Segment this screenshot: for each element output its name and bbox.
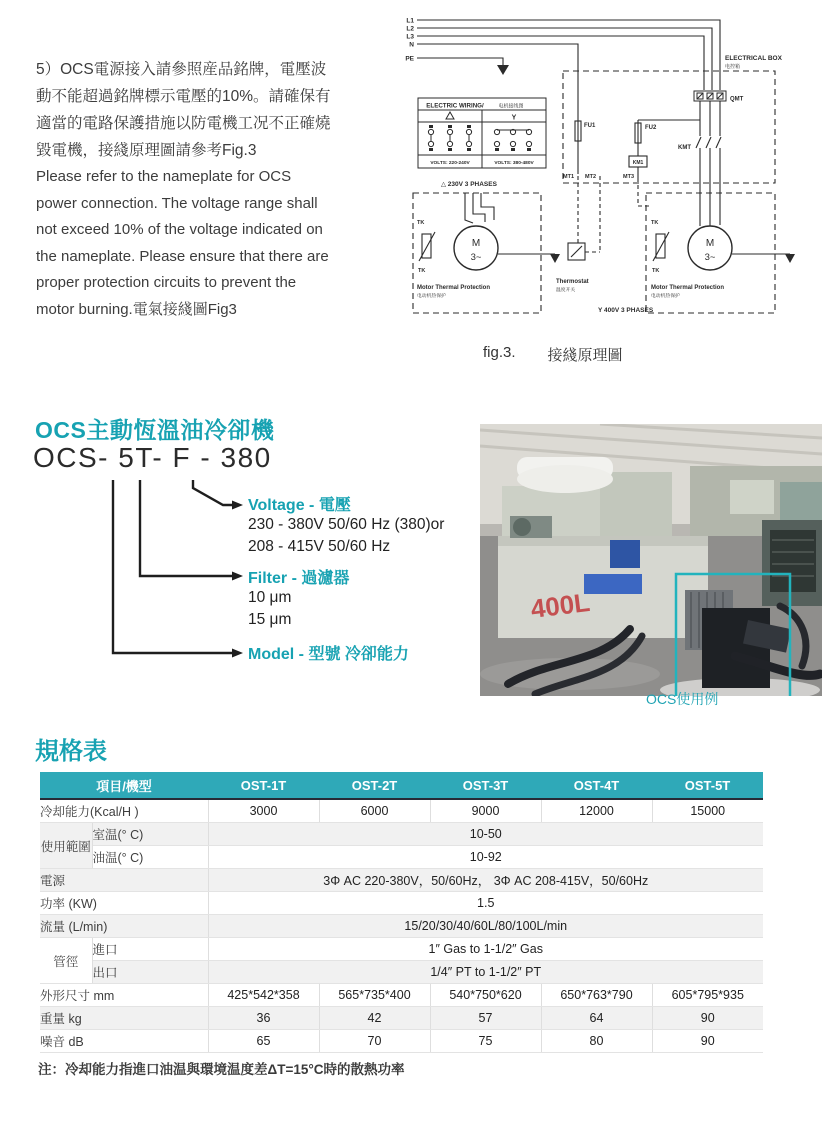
motor-m-label: M xyxy=(705,238,715,249)
table-row xyxy=(40,869,763,892)
filter-branch-label: Filter - 過濾器 xyxy=(248,570,350,587)
tk-label: TK xyxy=(418,268,426,274)
model-section-title: OCS主動恆溫油冷卻機 xyxy=(35,417,275,443)
mt1-label: MT1 xyxy=(563,174,574,180)
filter-branch-values xyxy=(248,587,291,630)
wiring-box-title-en: ELECTRIC WIRING/ xyxy=(426,102,484,110)
intro-zh-line: 5）OCS電源接入請參照産品銘牌，電壓波 xyxy=(36,61,327,78)
table-row xyxy=(40,1007,763,1030)
wiring-diagram-svg xyxy=(393,8,828,346)
spec-row-label: 功率 (KW) xyxy=(40,892,208,915)
intro-en-line: the nameplate. Please ensure that there are xyxy=(36,247,329,265)
qmt-label: QMT xyxy=(730,96,744,103)
intro-english xyxy=(36,164,398,323)
spec-row-label: 油温(° C) xyxy=(92,846,208,869)
spec-header-cell: 項目/機型 xyxy=(40,772,208,799)
arrow-icon xyxy=(232,501,243,510)
intro-en-line: power connection. The voltage range shall xyxy=(36,194,318,212)
spec-cell: 15000 xyxy=(652,799,763,823)
volts-wye: VOLTS: 380-480V xyxy=(494,161,534,166)
spec-group-label: 使用範圍 xyxy=(40,823,92,869)
application-photo-art xyxy=(480,424,822,696)
voltage-branch-values xyxy=(248,514,444,557)
control-dashed-lines xyxy=(578,176,651,252)
left-motor-block xyxy=(413,193,560,313)
spec-cell: 540*750*620 xyxy=(430,984,541,1007)
spec-cell: 75 xyxy=(430,1030,541,1053)
motor-thermal-protection-en: Motor Thermal Protection xyxy=(651,285,725,291)
supply-label: L3 xyxy=(406,33,414,41)
intro-en-line: proper protection circuits to prevent the xyxy=(36,274,297,291)
spec-cell: 3000 xyxy=(208,799,319,823)
spec-row-label: 流量 (L/min) xyxy=(40,915,208,938)
intro-paragraph xyxy=(36,56,398,323)
figure-title: 接綫原理圖 xyxy=(547,347,623,364)
intro-zh-line: 毀電機，接綫原理圖請參考Fig.3 xyxy=(36,142,257,159)
model-branch-label: Model - 型號 冷卻能力 xyxy=(248,646,409,663)
model-code: OCS- 5T- F - 380 xyxy=(33,442,272,473)
motor-phase-label: 3~ xyxy=(704,252,716,263)
delta-terminals-icon xyxy=(428,126,471,151)
mt2-label: MT2 xyxy=(585,174,596,180)
spec-header-cell: OST-1T xyxy=(208,772,319,799)
table-row xyxy=(40,938,763,961)
wye-note: Y 400V 3 PHASES xyxy=(598,307,654,314)
spec-row-label: 電源 xyxy=(40,869,208,892)
spec-cell: 90 xyxy=(652,1030,763,1053)
tk-label: TK xyxy=(652,268,660,274)
filter-option: 10 μm xyxy=(248,589,292,606)
table-row xyxy=(40,846,763,869)
spec-row-label: 進口 xyxy=(92,938,208,961)
table-row xyxy=(40,892,763,915)
spec-cell: 1″ Gas to 1-1/2″ Gas xyxy=(208,938,763,961)
electric-wiring-box xyxy=(418,98,546,168)
motor-thermal-protection-zh: 电动机热保护 xyxy=(651,294,680,299)
arrow-icon xyxy=(232,572,243,581)
fu1-label: FU1 xyxy=(584,123,596,129)
spec-row-label: 室温(° C) xyxy=(92,823,208,846)
spec-cell: 42 xyxy=(319,1007,430,1030)
fu1-fuse-icon xyxy=(575,121,581,174)
table-row xyxy=(40,984,763,1007)
km1-label: KM1 xyxy=(632,160,644,166)
wiring-diagram xyxy=(393,8,828,351)
spec-cell: 650*763*790 xyxy=(541,984,652,1007)
spec-cell: 10-50 xyxy=(208,823,763,846)
electrical-box-label-en: ELECTRICAL BOX xyxy=(725,55,782,62)
photo-caption: OCS使用例 xyxy=(646,691,719,707)
volts-delta: VOLTS: 220-240V xyxy=(430,161,470,166)
spec-cell: 64 xyxy=(541,1007,652,1030)
spec-cell: 80 xyxy=(541,1030,652,1053)
spec-cell: 90 xyxy=(652,1007,763,1030)
spec-cell: 565*735*400 xyxy=(319,984,430,1007)
supply-label: PE xyxy=(405,55,414,63)
tk-label: TK xyxy=(417,220,425,226)
wye-terminals-icon xyxy=(494,129,531,150)
spec-header-cell: OST-5T xyxy=(652,772,763,799)
table-row xyxy=(40,799,763,823)
figure-number: fig.3. xyxy=(483,344,516,361)
spec-cell: 12000 xyxy=(541,799,652,823)
motor-thermal-protection-zh: 电动机热保护 xyxy=(417,294,446,299)
table-row xyxy=(40,961,763,984)
spec-cell: 6000 xyxy=(319,799,430,823)
table-row xyxy=(40,823,763,846)
footnote: 注：冷却能力指進口油温與環境温度差ΔT=15°C時的散熱功率 xyxy=(38,1062,405,1077)
supply-label: N xyxy=(409,41,414,49)
spec-header-cell: OST-3T xyxy=(430,772,541,799)
spec-header-cell: OST-4T xyxy=(541,772,652,799)
spec-row-label: 冷却能力(Kcal/H ) xyxy=(40,799,208,823)
pe-ground-arrow-icon xyxy=(497,65,509,75)
spec-table xyxy=(40,772,763,1053)
spec-row-label: 出口 xyxy=(92,961,208,984)
voltage-branch-label: Voltage - 電壓 xyxy=(248,497,351,514)
spec-cell: 15/20/30/40/60L/80/100L/min xyxy=(208,915,763,938)
spec-cell: 36 xyxy=(208,1007,319,1030)
motor-thermal-protection-en: Motor Thermal Protection xyxy=(417,285,491,291)
supply-label: L1 xyxy=(406,17,414,25)
spec-group-label: 管徑 xyxy=(40,938,92,984)
spec-cell: 1/4″ PT to 1-1/2″ PT xyxy=(208,961,763,984)
spec-cell: 9000 xyxy=(430,799,541,823)
intro-zh-line: 動不能超過銘牌標示電壓的10%。請確保有 xyxy=(36,88,331,105)
spec-row-label: 外形尺寸 mm xyxy=(40,984,208,1007)
motor-phase-label: 3~ xyxy=(470,252,482,263)
qmt-breaker-icon xyxy=(694,91,726,101)
voltage-option: 230 - 380V 50/60 Hz (380)or xyxy=(248,516,445,533)
spec-cell: 10-92 xyxy=(208,846,763,869)
spec-cell: 1.5 xyxy=(208,892,763,915)
spec-cell: 70 xyxy=(319,1030,430,1053)
spec-row-label: 重量 kg xyxy=(40,1007,208,1030)
spec-section-title: 規格表 xyxy=(35,738,107,765)
tank-capacity-label: 400L xyxy=(529,586,592,624)
arrow-icon xyxy=(232,649,243,658)
spec-cell: 605*795*935 xyxy=(652,984,763,1007)
intro-zh-line: 適當的電路保護措施以防電機工况不正確燒 xyxy=(36,115,331,132)
spec-table-wrap xyxy=(40,772,763,1053)
background-machine xyxy=(730,480,774,514)
spec-cell: 425*542*358 xyxy=(208,984,319,1007)
filter-option: 15 μm xyxy=(248,610,292,628)
thermostat-label-en: Thermostat xyxy=(556,279,589,285)
tk-label: TK xyxy=(651,220,659,226)
voltage-option: 208 - 415V 50/60 Hz xyxy=(248,537,391,555)
supply-label: L2 xyxy=(406,25,414,33)
intro-en-line: Please refer to the nameplate for OCS xyxy=(36,168,292,185)
spec-header-row xyxy=(40,772,763,799)
motor-m-label: M xyxy=(471,238,481,249)
spec-cell: 3Φ AC 220-380V，50/60Hz， 3Φ AC 208-415V，50/60Hz xyxy=(208,869,763,892)
spec-cell: 65 xyxy=(208,1030,319,1053)
intro-en-line: motor burning.電氣接綫圖Fig3 xyxy=(36,300,237,318)
fu2-label: FU2 xyxy=(645,125,657,131)
wiring-box-title-zh: 电机接线图 xyxy=(498,103,524,110)
delta-note: △ 230V 3 PHASES xyxy=(441,181,497,188)
model-code-tree xyxy=(35,478,275,678)
mt3-label: MT3 xyxy=(623,174,634,180)
kmt-label: KMT xyxy=(678,145,691,151)
table-row xyxy=(40,915,763,938)
spec-row-label: 噪音 dB xyxy=(40,1030,208,1053)
thermostat-block xyxy=(556,243,589,293)
thermostat-label-zh: 温度开关 xyxy=(556,288,576,293)
intro-chinese xyxy=(36,56,398,164)
table-row xyxy=(40,1030,763,1053)
electrical-box-label-zh: 电控箱 xyxy=(725,64,741,70)
spec-header-cell: OST-2T xyxy=(319,772,430,799)
spec-cell: 57 xyxy=(430,1007,541,1030)
application-photo xyxy=(480,424,822,696)
wye-symbol: Y xyxy=(511,114,517,122)
figure-caption xyxy=(483,344,623,365)
intro-en-line: not exceed 10% of the voltage indicated on xyxy=(36,221,323,238)
